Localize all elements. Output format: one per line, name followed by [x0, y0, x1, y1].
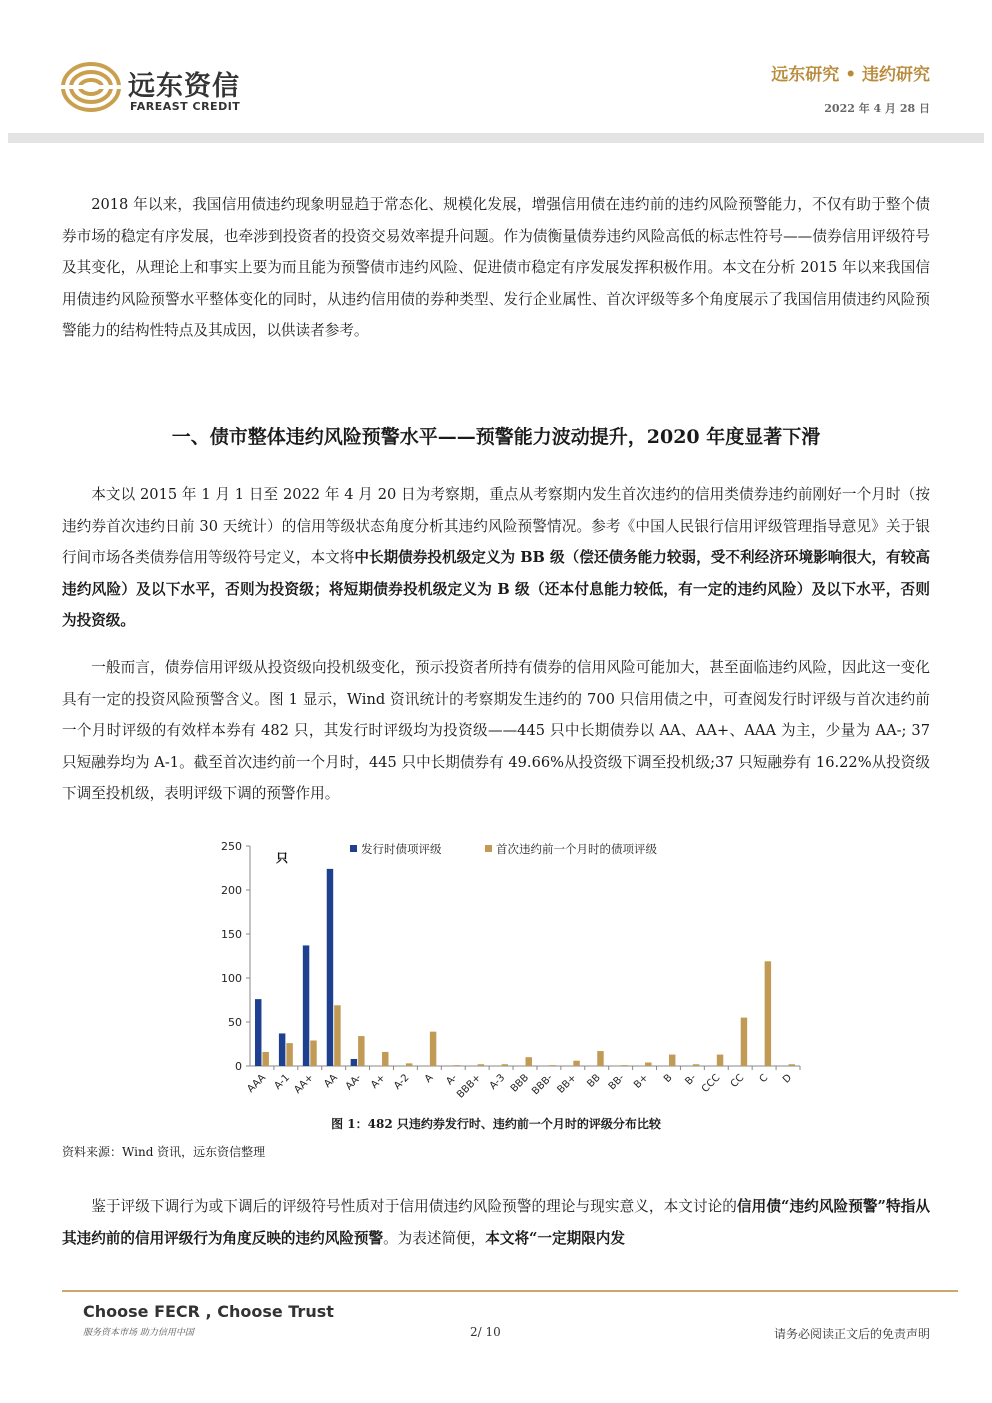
legend-label: 发行时债项评级 — [361, 842, 442, 856]
bar-issue-A-1 — [279, 1033, 285, 1066]
bar-predefault-A-2 — [406, 1063, 412, 1066]
x-tick-label: BB — [585, 1072, 603, 1090]
x-tick-label: A — [422, 1072, 436, 1085]
y-tick-label: 250 — [221, 840, 242, 853]
brand-name-cn: 远东资信 — [128, 71, 240, 102]
bar-predefault-AA — [334, 1005, 340, 1066]
bar-predefault-B — [669, 1055, 675, 1066]
legend-swatch — [485, 845, 492, 852]
bar-predefault-A- — [454, 1065, 460, 1066]
section-paragraph-1-bold: 中长期债券投机级定义为 BB 级（偿还债务能力较弱，受不利经济环境影响很大，有较高违约风险）及以下水平，否则为投资级；将短期债券投机级定义为 B 级（还本付息能力较低，有一定的违约风险）及以下水平，否则为投资级。 — [62, 549, 930, 629]
x-tick-label: B+ — [632, 1072, 651, 1091]
y-tick-label: 0 — [235, 1060, 242, 1073]
figure-caption: 图 1：482 只违约券发行时、违约前一个月时的评级分布比较 — [331, 1117, 661, 1131]
conclusion-paragraph — [62, 1191, 930, 1254]
x-tick-label: AAA — [245, 1072, 269, 1096]
bar-predefault-CC — [741, 1018, 747, 1066]
x-tick-label: BBB+ — [455, 1072, 484, 1101]
y-tick-label: 150 — [221, 928, 242, 941]
y-tick-label: 200 — [221, 884, 242, 897]
header-divider — [8, 133, 984, 143]
rating-distribution-chart — [210, 834, 810, 1110]
x-tick-label: CCC — [699, 1072, 723, 1095]
x-tick-label: A+ — [369, 1072, 388, 1091]
intro-paragraph: 2018 年以来，我国信用债违约现象明显趋于常态化、规模化发展，增强信用债在违约前的违约风险预警能力，不仅有助于整个债券市场的稳定有序发展，也牵涉到投资者的投资交易效率提升问题。作为债衡量债券违约风险高低的标志性符号——债券信用评级符号及其变化，从理论上和事实上要为而且能为预警债市违约风险、促进债市稳定有序发展发挥积极作用。本文在分析 2015 年以来我国信用债违约风险预警水平整体变化的同时，从违约信用债的券种类型、发行企业属性、首次评级等多个角度展示了我国信用债违约风险预警能力的结构性特点及其成因，以供读者参考。 — [62, 196, 930, 339]
x-tick-label: B — [661, 1072, 675, 1085]
conclusion-text-2: 。为表述简便， — [383, 1229, 486, 1247]
bar-predefault-BB — [597, 1051, 603, 1066]
disclaimer-note: 请务必阅读正文后的免责声明 — [773, 1327, 930, 1341]
legend-label: 首次违约前一个月时的债项评级 — [496, 842, 657, 856]
bar-predefault-BBB- — [549, 1065, 555, 1066]
bar-issue-AA — [327, 869, 333, 1066]
bar-predefault-AA- — [358, 1036, 364, 1066]
x-tick-label: BB- — [606, 1072, 627, 1093]
footer-slogan-cn: 服务资本市场 助力信用中国 — [83, 1328, 194, 1338]
section-title: 一、债市整体违约风险预警水平——预警能力波动提升，2020 年度显著下滑 — [171, 426, 821, 448]
x-tick-label: AA — [322, 1072, 340, 1090]
x-tick-label: BBB- — [530, 1072, 556, 1098]
conclusion-bold-1: 信用债“违约风险预警”特指从其违约前的信用评级行为角度反映的违约风险预警 — [62, 1198, 930, 1247]
bar-predefault-CCC — [717, 1055, 723, 1066]
y-tick-label: 100 — [221, 972, 242, 985]
x-tick-label: A- — [444, 1072, 460, 1088]
section-paragraph-1 — [62, 479, 930, 637]
y-tick-label: 50 — [228, 1016, 242, 1029]
bar-predefault-BBB+ — [478, 1064, 484, 1066]
bar-predefault-B- — [693, 1064, 699, 1066]
x-tick-label: D — [780, 1072, 795, 1086]
bar-predefault-A+ — [382, 1052, 388, 1066]
bar-predefault-BBB — [526, 1057, 532, 1066]
bar-predefault-BB- — [621, 1065, 627, 1066]
bar-predefault-AAA — [262, 1052, 268, 1066]
bar-predefault-D — [789, 1064, 795, 1066]
legend-swatch — [350, 845, 357, 852]
bar-predefault-C — [765, 961, 771, 1066]
x-tick-label: A-2 — [392, 1072, 412, 1092]
x-tick-label: CC — [728, 1072, 747, 1090]
bar-issue-AAA — [255, 999, 261, 1066]
x-tick-label: A-3 — [487, 1072, 508, 1092]
report-series: 远东研究 • 违约研究 — [771, 65, 930, 85]
footer-divider — [62, 1290, 958, 1292]
bar-predefault-A-3 — [502, 1064, 508, 1066]
section-paragraph-2: 一般而言，债券信用评级从投资级向投机级变化，预示投资者所持有债券的信用风险可能加大，甚至面临违约风险，因此这一变化具有一定的投资风险预警含义。图 1 显示，Wind 资讯统计的考察期发生违约的 700 只信用债之中，可查阅发行时评级与首次违约前一个月时评级的有效样本券有 482 只，其发行时评级均为投资级——445 只中长期债券以 AA、AA+、AAA 为主，少量为 AA-; 37 只短融券均为 A-1。截至首次违约前一个月时，445 只中长期债券有 49.66%从投资级下调至投机级;37 只短融券有 16.22%从投资级下调至投机级，表明评级下调的预警作用。 — [62, 659, 930, 802]
bar-predefault-A — [430, 1032, 436, 1066]
conclusion-bold-2: 本文将“一定期限内发 — [485, 1229, 625, 1247]
conclusion-text-1: 鉴于评级下调行为或下调后的评级符号性质对于信用债违约风险预警的理论与现实意义，本文讨论的 — [91, 1198, 737, 1215]
y-unit-label: 只 — [276, 851, 289, 865]
figure-source: 资料来源：Wind 资讯，远东资信整理 — [62, 1145, 266, 1159]
bar-issue-AA+ — [303, 945, 309, 1066]
bar-predefault-BB+ — [573, 1061, 579, 1066]
x-tick-label: AA+ — [292, 1072, 316, 1096]
fareast-logo-icon — [60, 60, 122, 114]
x-tick-label: BBB — [508, 1072, 532, 1095]
brand-name-en: FAREAST CREDIT — [130, 100, 241, 113]
bar-predefault-B+ — [645, 1062, 651, 1066]
bar-predefault-AA+ — [310, 1040, 316, 1066]
x-tick-label: C — [757, 1072, 771, 1086]
page-header — [0, 0, 992, 150]
section-paragraph-1-text: 本文以 2015 年 1 月 1 日至 2022 年 4 月 20 日为考察期，重点从考察期内发生首次违约的信用类债券违约前刚好一个月时（按违约券首次违约日前 30 天统计）的信用等级状态角度分析其违约风险预警情况。参考《中国人民银行信用评级管理指导意见》关于银行间市场各类债券信用等级符号定义，本文将 — [62, 486, 930, 566]
x-tick-label: B- — [683, 1072, 699, 1088]
x-tick-label: AA- — [343, 1072, 364, 1093]
bar-predefault-A-1 — [286, 1043, 292, 1066]
x-tick-label: BB+ — [555, 1072, 579, 1096]
report-date: 2022 年 4 月 28 日 — [824, 102, 930, 115]
page-number: 2/ 10 — [470, 1325, 501, 1339]
footer-slogan-en: Choose FECR , Choose Trust — [83, 1302, 334, 1321]
bar-issue-AA- — [351, 1059, 357, 1066]
x-tick-label: A-1 — [272, 1072, 292, 1092]
